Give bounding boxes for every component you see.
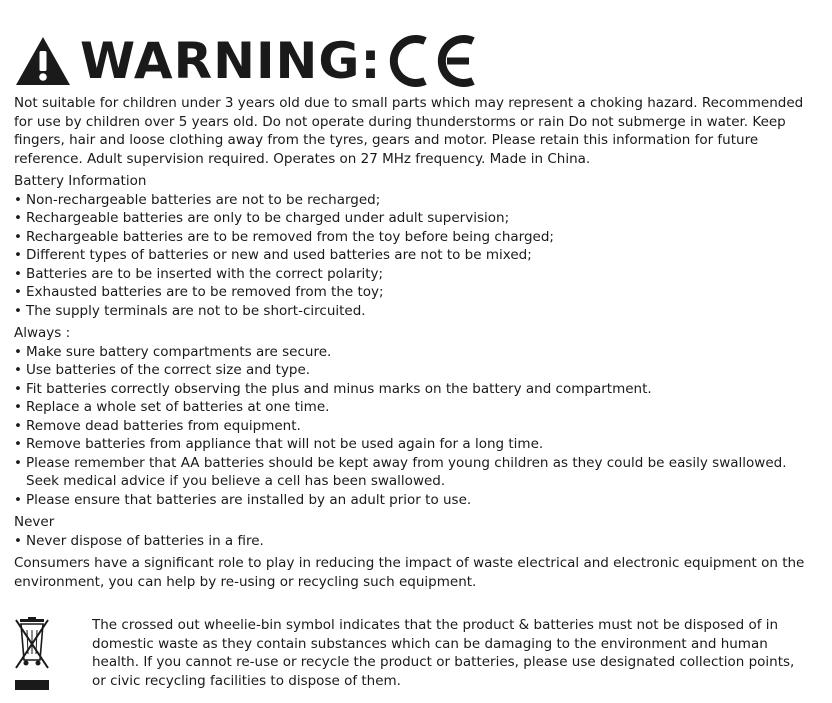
list-item: • Please remember that AA batteries should be kept away from young children as they could be easily swallowed. Seek medical advice if you believe a cell has been swallowed. [14, 454, 820, 491]
warning-header [14, 28, 820, 94]
list-item: • Remove dead batteries from equipment. [14, 417, 820, 436]
weee-section [14, 616, 820, 692]
warning-title: WARNING: [80, 32, 382, 90]
battery-heading: Battery Information [14, 173, 147, 189]
warning-triangle-icon [14, 35, 72, 87]
list-item: • Different types of batteries or new and used batteries are not to be mixed; [14, 246, 820, 265]
consumers-paragraph: Consumers have a significant role to play in reducing the impact of waste electrical and electronic equipment on the environment, you can help by re-using or recycling such equipment. [14, 555, 805, 590]
list-item: • Remove batteries from appliance that will not be used again for a long time. [14, 435, 820, 454]
battery-list [14, 191, 820, 321]
list-item: • Please ensure that batteries are installed by an adult prior to use. [14, 491, 820, 510]
always-heading: Always : [14, 325, 71, 341]
list-item: • Never dispose of batteries in a fire. [14, 532, 820, 551]
list-item: • Exhausted batteries are to be removed from the toy; [14, 283, 820, 302]
list-item: • Rechargeable batteries are to be removed from the toy before being charged; [14, 228, 820, 247]
weee-paragraph: The crossed out wheelie-bin symbol indicates that the product & batteries must not be disposed of in domestic waste as they contain substances which can be damaging to the environment and human health. If you cannot re-use or recycle the product or batteries, please use designated collection points, or civic recycling facilities to dispose of them. [92, 617, 795, 689]
always-list [14, 343, 820, 510]
list-item: • Batteries are to be inserted with the correct polarity; [14, 265, 820, 284]
list-item: • Make sure battery compartments are secure. [14, 343, 820, 362]
ce-mark-icon [389, 33, 475, 89]
list-item: • Rechargeable batteries are only to be charged under adult supervision; [14, 209, 820, 228]
list-item: • Non-rechargeable batteries are not to be recharged; [14, 191, 820, 210]
list-item: • Replace a whole set of batteries at one time. [14, 398, 820, 417]
list-item: • Use batteries of the correct size and type. [14, 361, 820, 380]
crossed-wheelie-bin-icon [14, 616, 50, 692]
never-list [14, 532, 820, 551]
warning-document [14, 28, 820, 591]
list-item: • The supply terminals are not to be short-circuited. [14, 302, 820, 321]
intro-paragraph: Not suitable for children under 3 years old due to small parts which may represent a choking hazard. Recommended for use by children over 5 years old. Do not operate during thunderstorms or rain Do not submerge in water. Keep fingers, hair and loose clothing away from the tyres, gears and motor. Please retain this information for future reference. Adult supervision required. Operates on 27 MHz frequency. Made in China. [14, 95, 804, 167]
list-item: • Fit batteries correctly observing the plus and minus marks on the battery and compartment. [14, 380, 820, 399]
never-heading: Never [14, 514, 55, 530]
